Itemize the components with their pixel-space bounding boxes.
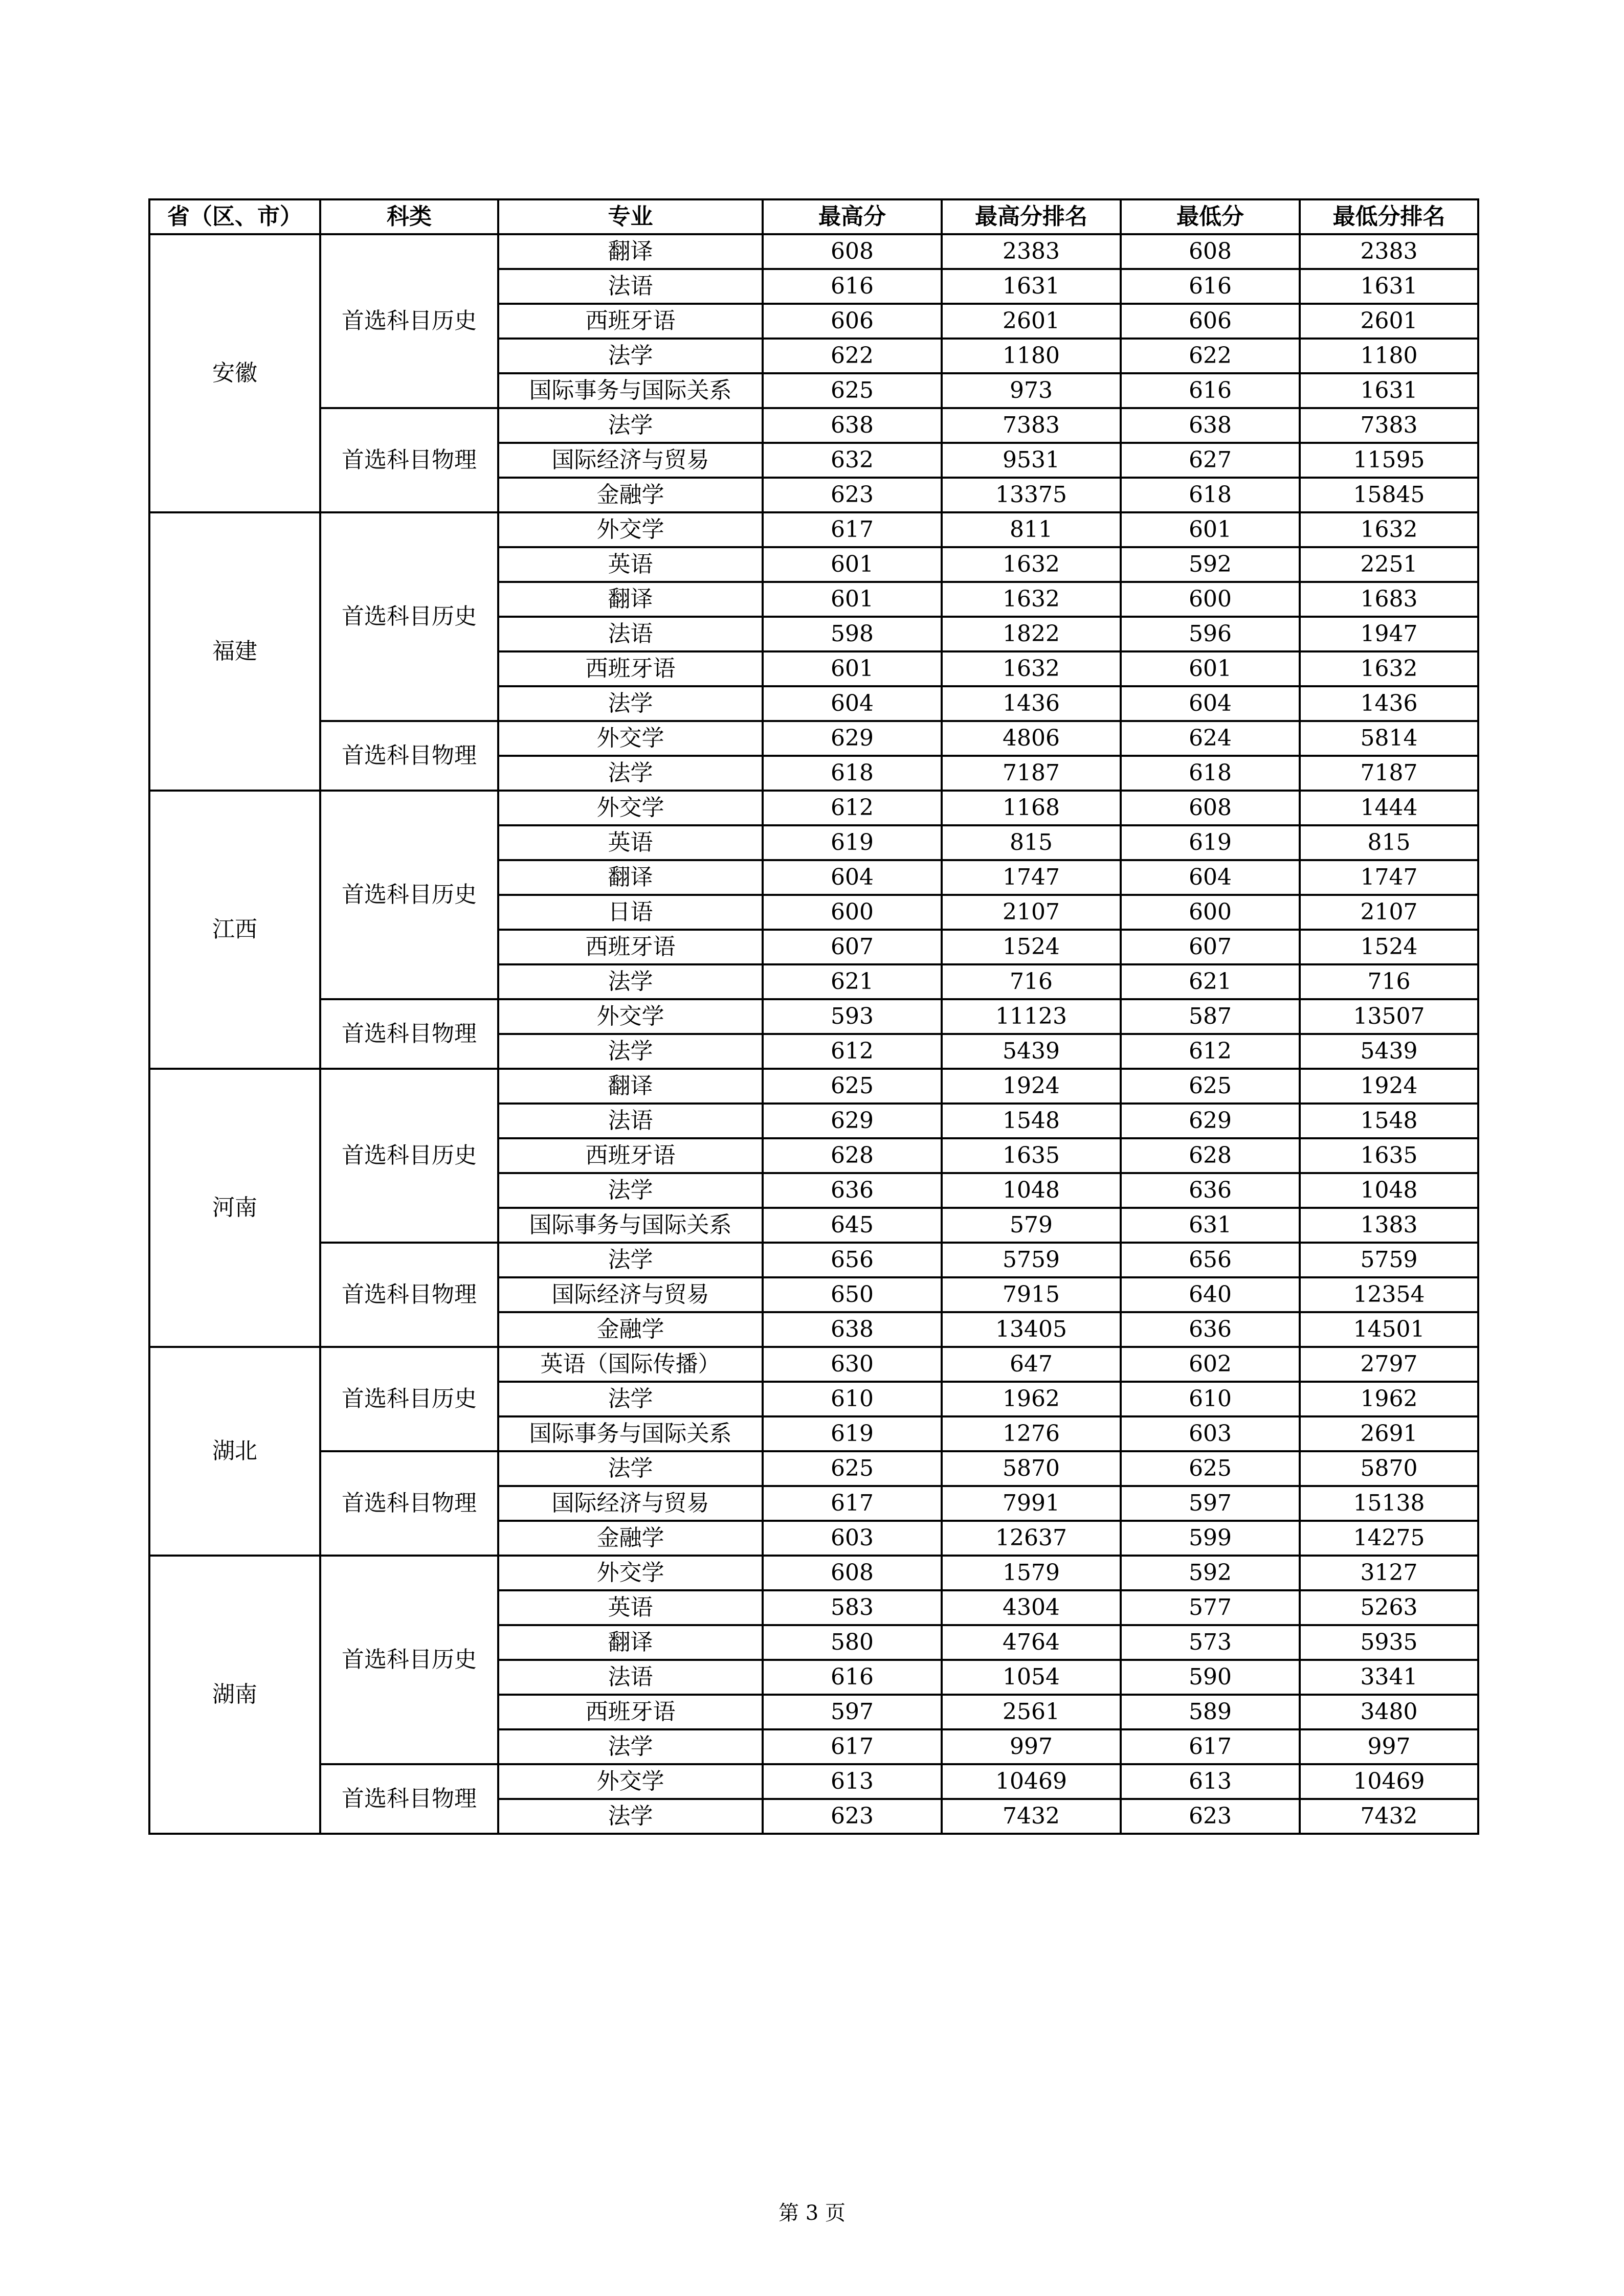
table-row [149,234,1478,269]
lowest-score-cell: 600 [1121,895,1300,930]
header-row [149,199,1478,234]
category-cell: 首选科目历史 [320,1347,498,1451]
lowest-rank-cell: 1436 [1300,686,1478,721]
lowest-rank-cell: 1962 [1300,1382,1478,1416]
major-cell: 外交学 [498,1556,763,1590]
major-cell: 外交学 [498,721,763,756]
major-cell: 外交学 [498,791,763,825]
lowest-rank-cell: 12354 [1300,1277,1478,1312]
lowest-rank-cell: 3127 [1300,1556,1478,1590]
lowest-rank-cell: 1632 [1300,512,1478,547]
lowest-rank-cell: 1632 [1300,651,1478,686]
lowest-rank-cell: 1524 [1300,930,1478,964]
lowest-score-cell: 656 [1121,1243,1300,1277]
major-cell: 法语 [498,1104,763,1138]
header-highest-rank: 最高分排名 [942,199,1121,234]
highest-score-cell: 593 [763,999,942,1034]
table-row [149,512,1478,547]
highest-score-cell: 606 [763,304,942,339]
major-cell: 法学 [498,1034,763,1069]
page-suffix: 页 [825,2201,846,2225]
highest-rank-cell: 1168 [942,791,1121,825]
lowest-score-cell: 628 [1121,1138,1300,1173]
lowest-score-cell: 640 [1121,1277,1300,1312]
major-cell: 西班牙语 [498,651,763,686]
category-cell: 首选科目物理 [320,1451,498,1556]
highest-rank-cell: 2561 [942,1695,1121,1729]
highest-score-cell: 638 [763,1312,942,1347]
highest-score-cell: 597 [763,1695,942,1729]
highest-score-cell: 617 [763,1486,942,1521]
highest-rank-cell: 2383 [942,234,1121,269]
lowest-rank-cell: 2601 [1300,304,1478,339]
table-row [149,1764,1478,1799]
table-row [149,999,1478,1034]
lowest-rank-cell: 7383 [1300,408,1478,443]
province-cell: 湖北 [149,1347,320,1556]
lowest-score-cell: 631 [1121,1208,1300,1243]
table-row [149,1556,1478,1590]
lowest-score-cell: 617 [1121,1729,1300,1764]
highest-rank-cell: 5439 [942,1034,1121,1069]
major-cell: 翻译 [498,582,763,617]
lowest-rank-cell: 7187 [1300,756,1478,791]
lowest-rank-cell: 1631 [1300,373,1478,408]
lowest-rank-cell: 11595 [1300,443,1478,478]
lowest-score-cell: 636 [1121,1173,1300,1208]
highest-score-cell: 610 [763,1382,942,1416]
highest-score-cell: 656 [763,1243,942,1277]
category-cell: 首选科目历史 [320,234,498,408]
lowest-score-cell: 601 [1121,512,1300,547]
lowest-rank-cell: 997 [1300,1729,1478,1764]
lowest-score-cell: 607 [1121,930,1300,964]
highest-score-cell: 601 [763,582,942,617]
lowest-score-cell: 608 [1121,791,1300,825]
major-cell: 法语 [498,1660,763,1695]
highest-score-cell: 604 [763,686,942,721]
highest-score-cell: 583 [763,1590,942,1625]
highest-rank-cell: 11123 [942,999,1121,1034]
highest-rank-cell: 13405 [942,1312,1121,1347]
lowest-score-cell: 638 [1121,408,1300,443]
highest-score-cell: 616 [763,269,942,304]
highest-score-cell: 603 [763,1521,942,1556]
highest-score-cell: 613 [763,1764,942,1799]
category-cell: 首选科目历史 [320,791,498,999]
lowest-score-cell: 636 [1121,1312,1300,1347]
lowest-rank-cell: 14275 [1300,1521,1478,1556]
province-cell: 福建 [149,512,320,791]
highest-score-cell: 608 [763,234,942,269]
highest-rank-cell: 1924 [942,1069,1121,1104]
major-cell: 翻译 [498,1625,763,1660]
lowest-score-cell: 629 [1121,1104,1300,1138]
highest-score-cell: 628 [763,1138,942,1173]
highest-score-cell: 650 [763,1277,942,1312]
lowest-score-cell: 577 [1121,1590,1300,1625]
major-cell: 翻译 [498,234,763,269]
category-cell: 首选科目历史 [320,1556,498,1764]
lowest-rank-cell: 1444 [1300,791,1478,825]
lowest-score-cell: 622 [1121,339,1300,373]
highest-score-cell: 629 [763,721,942,756]
highest-rank-cell: 1054 [942,1660,1121,1695]
major-cell: 国际事务与国际关系 [498,1208,763,1243]
lowest-rank-cell: 5263 [1300,1590,1478,1625]
table-row [149,791,1478,825]
highest-rank-cell: 5870 [942,1451,1121,1486]
highest-score-cell: 645 [763,1208,942,1243]
page-number: 3 [805,2201,819,2225]
major-cell: 西班牙语 [498,1138,763,1173]
lowest-score-cell: 604 [1121,686,1300,721]
lowest-rank-cell: 1747 [1300,860,1478,895]
lowest-score-cell: 573 [1121,1625,1300,1660]
lowest-score-cell: 592 [1121,1556,1300,1590]
lowest-score-cell: 589 [1121,1695,1300,1729]
major-cell: 国际事务与国际关系 [498,373,763,408]
highest-score-cell: 625 [763,373,942,408]
lowest-rank-cell: 5870 [1300,1451,1478,1486]
lowest-score-cell: 597 [1121,1486,1300,1521]
major-cell: 法学 [498,1382,763,1416]
highest-rank-cell: 4764 [942,1625,1121,1660]
table-body [149,234,1478,1834]
lowest-score-cell: 625 [1121,1451,1300,1486]
category-cell: 首选科目物理 [320,999,498,1069]
highest-rank-cell: 10469 [942,1764,1121,1799]
highest-score-cell: 617 [763,1729,942,1764]
lowest-rank-cell: 2691 [1300,1416,1478,1451]
category-cell: 首选科目物理 [320,1764,498,1834]
major-cell: 金融学 [498,1312,763,1347]
lowest-rank-cell: 3341 [1300,1660,1478,1695]
highest-score-cell: 632 [763,443,942,478]
page-footer [0,2197,1624,2226]
table-row [149,1243,1478,1277]
category-cell: 首选科目物理 [320,408,498,512]
lowest-rank-cell: 5935 [1300,1625,1478,1660]
major-cell: 法语 [498,617,763,651]
major-cell: 法学 [498,686,763,721]
highest-rank-cell: 7915 [942,1277,1121,1312]
header-province: 省（区、市） [149,199,320,234]
lowest-score-cell: 618 [1121,478,1300,512]
highest-rank-cell: 716 [942,964,1121,999]
major-cell: 法学 [498,1799,763,1834]
lowest-rank-cell: 5439 [1300,1034,1478,1069]
highest-rank-cell: 811 [942,512,1121,547]
major-cell: 西班牙语 [498,930,763,964]
lowest-rank-cell: 1631 [1300,269,1478,304]
major-cell: 翻译 [498,860,763,895]
major-cell: 外交学 [498,999,763,1034]
lowest-score-cell: 623 [1121,1799,1300,1834]
highest-rank-cell: 13375 [942,478,1121,512]
highest-score-cell: 601 [763,547,942,582]
highest-rank-cell: 1548 [942,1104,1121,1138]
highest-score-cell: 619 [763,1416,942,1451]
major-cell: 英语 [498,825,763,860]
highest-rank-cell: 1524 [942,930,1121,964]
lowest-rank-cell: 7432 [1300,1799,1478,1834]
major-cell: 英语（国际传播） [498,1347,763,1382]
lowest-rank-cell: 2797 [1300,1347,1478,1382]
lowest-rank-cell: 1947 [1300,617,1478,651]
highest-score-cell: 616 [763,1660,942,1695]
lowest-score-cell: 624 [1121,721,1300,756]
major-cell: 翻译 [498,1069,763,1104]
highest-rank-cell: 7187 [942,756,1121,791]
highest-rank-cell: 1632 [942,582,1121,617]
highest-score-cell: 625 [763,1069,942,1104]
major-cell: 国际经济与贸易 [498,1486,763,1521]
highest-score-cell: 629 [763,1104,942,1138]
category-cell: 首选科目历史 [320,1069,498,1243]
lowest-score-cell: 619 [1121,825,1300,860]
highest-rank-cell: 1747 [942,860,1121,895]
lowest-rank-cell: 1924 [1300,1069,1478,1104]
highest-rank-cell: 997 [942,1729,1121,1764]
highest-rank-cell: 1579 [942,1556,1121,1590]
lowest-score-cell: 610 [1121,1382,1300,1416]
lowest-rank-cell: 1383 [1300,1208,1478,1243]
highest-score-cell: 622 [763,339,942,373]
major-cell: 日语 [498,895,763,930]
header-highest-score: 最高分 [763,199,942,234]
header-lowest-score: 最低分 [1121,199,1300,234]
highest-score-cell: 623 [763,1799,942,1834]
major-cell: 法学 [498,1173,763,1208]
lowest-rank-cell: 15845 [1300,478,1478,512]
lowest-rank-cell: 1048 [1300,1173,1478,1208]
highest-rank-cell: 1631 [942,269,1121,304]
highest-rank-cell: 1962 [942,1382,1121,1416]
lowest-score-cell: 590 [1121,1660,1300,1695]
major-cell: 金融学 [498,1521,763,1556]
lowest-rank-cell: 10469 [1300,1764,1478,1799]
major-cell: 法学 [498,1243,763,1277]
province-cell: 安徽 [149,234,320,512]
lowest-rank-cell: 815 [1300,825,1478,860]
highest-rank-cell: 1632 [942,547,1121,582]
lowest-score-cell: 587 [1121,999,1300,1034]
major-cell: 西班牙语 [498,1695,763,1729]
lowest-rank-cell: 2107 [1300,895,1478,930]
highest-rank-cell: 579 [942,1208,1121,1243]
highest-score-cell: 612 [763,1034,942,1069]
header-category: 科类 [320,199,498,234]
highest-rank-cell: 1276 [942,1416,1121,1451]
highest-score-cell: 617 [763,512,942,547]
province-cell: 江西 [149,791,320,1069]
highest-rank-cell: 5759 [942,1243,1121,1277]
lowest-score-cell: 603 [1121,1416,1300,1451]
lowest-rank-cell: 14501 [1300,1312,1478,1347]
lowest-score-cell: 625 [1121,1069,1300,1104]
highest-rank-cell: 1822 [942,617,1121,651]
lowest-rank-cell: 2251 [1300,547,1478,582]
table-row [149,408,1478,443]
lowest-rank-cell: 2383 [1300,234,1478,269]
lowest-score-cell: 612 [1121,1034,1300,1069]
lowest-rank-cell: 5759 [1300,1243,1478,1277]
major-cell: 法学 [498,1451,763,1486]
major-cell: 英语 [498,1590,763,1625]
highest-rank-cell: 12637 [942,1521,1121,1556]
category-cell: 首选科目物理 [320,1243,498,1347]
major-cell: 法学 [498,1729,763,1764]
highest-rank-cell: 2601 [942,304,1121,339]
table-row [149,1347,1478,1382]
highest-score-cell: 623 [763,478,942,512]
highest-rank-cell: 647 [942,1347,1121,1382]
highest-score-cell: 636 [763,1173,942,1208]
lowest-score-cell: 599 [1121,1521,1300,1556]
highest-rank-cell: 1436 [942,686,1121,721]
highest-score-cell: 612 [763,791,942,825]
highest-score-cell: 580 [763,1625,942,1660]
lowest-rank-cell: 15138 [1300,1486,1478,1521]
highest-rank-cell: 815 [942,825,1121,860]
category-cell: 首选科目物理 [320,721,498,791]
province-cell: 湖南 [149,1556,320,1834]
table-row [149,1451,1478,1486]
lowest-score-cell: 613 [1121,1764,1300,1799]
lowest-score-cell: 616 [1121,373,1300,408]
table-row [149,1069,1478,1104]
lowest-rank-cell: 1180 [1300,339,1478,373]
major-cell: 金融学 [498,478,763,512]
highest-rank-cell: 1048 [942,1173,1121,1208]
major-cell: 法学 [498,964,763,999]
lowest-score-cell: 602 [1121,1347,1300,1382]
highest-rank-cell: 1635 [942,1138,1121,1173]
highest-score-cell: 638 [763,408,942,443]
highest-score-cell: 604 [763,860,942,895]
major-cell: 西班牙语 [498,304,763,339]
highest-rank-cell: 9531 [942,443,1121,478]
lowest-rank-cell: 3480 [1300,1695,1478,1729]
lowest-score-cell: 592 [1121,547,1300,582]
major-cell: 法学 [498,408,763,443]
highest-score-cell: 601 [763,651,942,686]
category-cell: 首选科目历史 [320,512,498,721]
lowest-rank-cell: 1635 [1300,1138,1478,1173]
major-cell: 法学 [498,756,763,791]
highest-rank-cell: 7383 [942,408,1121,443]
lowest-rank-cell: 13507 [1300,999,1478,1034]
lowest-score-cell: 601 [1121,651,1300,686]
highest-score-cell: 630 [763,1347,942,1382]
highest-rank-cell: 1632 [942,651,1121,686]
lowest-rank-cell: 1548 [1300,1104,1478,1138]
highest-rank-cell: 973 [942,373,1121,408]
major-cell: 英语 [498,547,763,582]
page-prefix: 第 [778,2201,799,2225]
major-cell: 国际事务与国际关系 [498,1416,763,1451]
lowest-score-cell: 600 [1121,582,1300,617]
highest-score-cell: 600 [763,895,942,930]
highest-rank-cell: 2107 [942,895,1121,930]
major-cell: 国际经济与贸易 [498,1277,763,1312]
province-cell: 河南 [149,1069,320,1347]
highest-rank-cell: 7432 [942,1799,1121,1834]
lowest-score-cell: 606 [1121,304,1300,339]
lowest-score-cell: 608 [1121,234,1300,269]
major-cell: 外交学 [498,512,763,547]
lowest-rank-cell: 716 [1300,964,1478,999]
highest-rank-cell: 4806 [942,721,1121,756]
major-cell: 法学 [498,339,763,373]
header-lowest-rank: 最低分排名 [1300,199,1478,234]
highest-score-cell: 608 [763,1556,942,1590]
lowest-score-cell: 621 [1121,964,1300,999]
lowest-rank-cell: 1683 [1300,582,1478,617]
lowest-score-cell: 596 [1121,617,1300,651]
lowest-score-cell: 627 [1121,443,1300,478]
major-cell: 法语 [498,269,763,304]
highest-score-cell: 618 [763,756,942,791]
highest-rank-cell: 7991 [942,1486,1121,1521]
table-row [149,721,1478,756]
highest-score-cell: 619 [763,825,942,860]
highest-score-cell: 607 [763,930,942,964]
table-header [149,199,1478,234]
admission-score-table [148,198,1479,1835]
major-cell: 国际经济与贸易 [498,443,763,478]
lowest-score-cell: 618 [1121,756,1300,791]
lowest-score-cell: 616 [1121,269,1300,304]
highest-score-cell: 621 [763,964,942,999]
highest-rank-cell: 1180 [942,339,1121,373]
major-cell: 外交学 [498,1764,763,1799]
highest-score-cell: 625 [763,1451,942,1486]
highest-score-cell: 598 [763,617,942,651]
highest-rank-cell: 4304 [942,1590,1121,1625]
lowest-score-cell: 604 [1121,860,1300,895]
lowest-rank-cell: 5814 [1300,721,1478,756]
header-major: 专业 [498,199,763,234]
